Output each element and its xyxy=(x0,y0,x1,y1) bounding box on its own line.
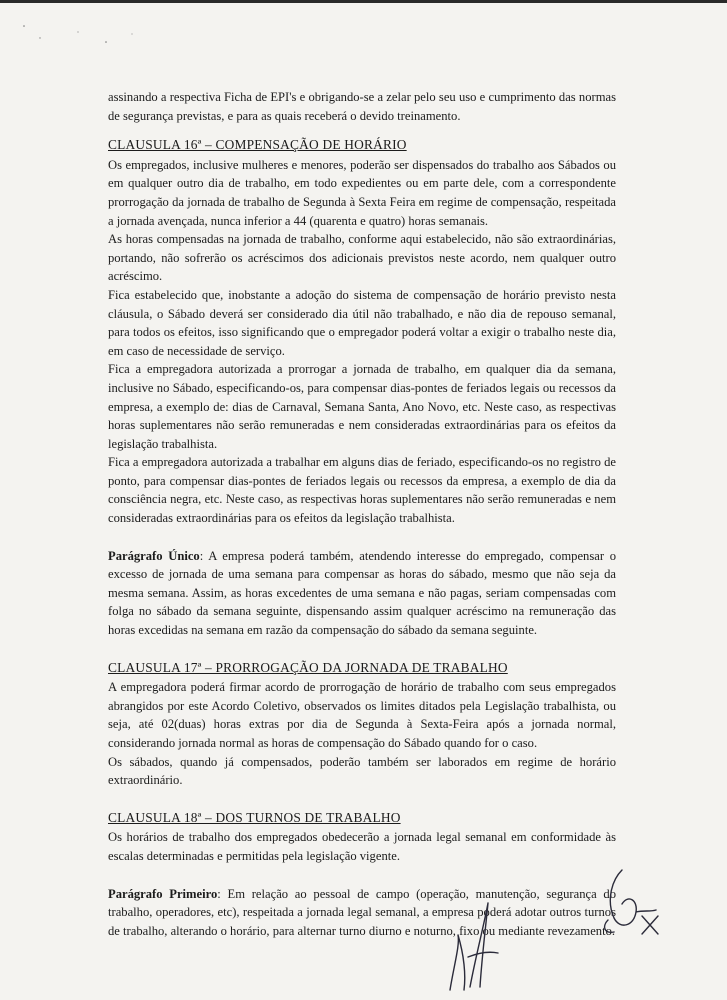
paragrafo-primeiro-text: : Em relação ao pessoal de campo (operação, manutenção, segurança do trabalho, operadores, etc), respeitada a jornada legal semanal, a empresa poderá adotar outros turnos de trabalho, alterando o horário, para alternar turno diurno e noturno, fixo ou mediante revezamento. xyxy=(108,886,616,938)
clause-16-paragraph-1: Os empregados, inclusive mulheres e menores, poderão ser dispensados do trabalho aos Sábados ou em qualquer outro dia de trabalho, em todo expedientes ou em parte dele, com a correspondente prorrogação da jornada de trabalho de Segunda à Sexta Feira em regime de compensação, respeitada a jornada avençada, nunca inferior a 44 (quarenta e quatro) horas semanais. xyxy=(108,157,616,228)
clause-16-paragraph-4: Fica a empregadora autorizada a prorrogar a jornada de trabalho, em qualquer dia da semana, inclusive no Sábado, especificando-os, para compensar dias-pontes de feriados legais ou recessos da empresa, a exemplo de: dias de Carnaval, Semana Santa, Ano Novo, etc. Neste caso, as respectivas horas suplementares não serão remuneradas e nem consideradas extraordinárias para os efeitos da legislação trabalhista. xyxy=(108,362,616,451)
clause-17-title: CLAUSULA 17ª – PRORROGAÇÃO DA JORNADA DE TRABALHO xyxy=(108,659,508,675)
clause-17-paragraph-1: A empregadora poderá firmar acordo de prorrogação de horário de trabalho com seus empregados abrangidos por este Acordo Coletivo, observados os limites ditados pela Legislação trabalhista, ou seja, até 02(duas) horas extras por dia de Segunda à Sexta-Feira após a jornada normal, considerando jornada normal as horas de compensação do Sábado quando for o caso. xyxy=(108,680,616,750)
document-page xyxy=(108,88,616,940)
clause-16-paragraph-2: As horas compensadas na jornada de trabalho, conforme aqui estabelecido, não são extraordinárias, portando, não sofrerão os acréscimos dos adicionais previstos neste acordo, nem qualquer outro acréscimo. xyxy=(108,232,616,284)
clause-16-paragrafo-unico xyxy=(108,547,616,640)
clause-16-paragraph-5: Fica a empregadora autorizada a trabalhar em alguns dias de feriado, especificando-os no registro de ponto, para compensar dias-pontes de feriados legais ou recessos da empresa, a exemplo de dia da consciência negra, etc. Neste caso, as respectivas horas suplementares não serão remuneradas e nem consideradas extraordinárias para os efeitos da legislação trabalhista. xyxy=(108,455,616,526)
clause-18 xyxy=(108,809,616,941)
handwritten-initials-left xyxy=(440,895,510,995)
clause-16 xyxy=(108,136,616,639)
clause-18-title: CLAUSULA 18ª – DOS TURNOS DE TRABALHO xyxy=(108,809,401,825)
scan-specks xyxy=(20,20,160,60)
clause-17 xyxy=(108,659,616,790)
clause-18-paragraph-1: Os horários de trabalho dos empregados obedecerão a jornada legal semanal em conformidade às escalas determinadas e permitidas pela legislação vigente. xyxy=(108,830,616,863)
paragrafo-unico-text: : A empresa poderá também, atendendo interesse do empregado, compensar o excesso de jornada de uma semana para compensar as horas do sábado, mesmo que não seja da mesma semana. Assim, as horas excedentes de uma semana e não pagas, seriam compensadas com folga no sábado da semana seguinte, dispensando assim qualquer acréscimo na remuneração das horas excedidas na semana em razão da compensação do sábado da semana seguinte. xyxy=(108,548,616,638)
intro-paragraph: assinando a respectiva Ficha de EPI's e obrigando-se a zelar pelo seu uso e cumprimento das normas de segurança previstas, e para as quais receberá o devido treinamento. xyxy=(108,90,616,123)
paragrafo-primeiro-label: Parágrafo Primeiro xyxy=(108,886,218,901)
clause-17-paragraph-2: Os sábados, quando já compensados, poderão também ser laborados em regime de horário extraordinário. xyxy=(108,754,616,788)
clause-16-paragraph-3: Fica estabelecido que, inobstante a adoção do sistema de compensação de horário previsto nesta cláusula, o Sábado deverá ser considerado dia útil não trabalhado, e não dia de repouso semanal, para todos os efeitos, isso significando que o empregador poderá voltar a exigir o trabalho neste dia, em caso de necessidade de serviço. xyxy=(108,287,616,358)
handwritten-initials-right xyxy=(592,860,672,940)
clause-16-title: CLAUSULA 16ª – COMPENSAÇÃO DE HORÁRIO xyxy=(108,137,407,153)
clause-18-paragrafo-primeiro xyxy=(108,885,616,941)
scan-top-edge xyxy=(0,0,727,3)
paragrafo-unico-label: Parágrafo Único xyxy=(108,548,200,563)
